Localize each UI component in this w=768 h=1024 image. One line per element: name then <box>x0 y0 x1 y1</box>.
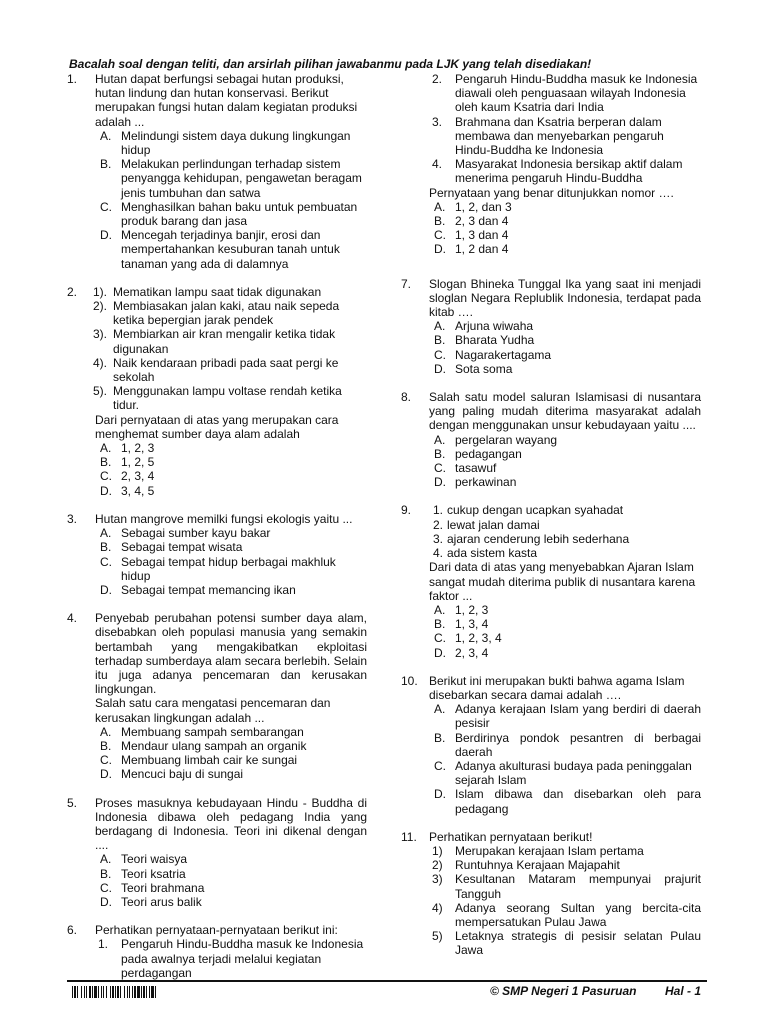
statement-item: 1). Mematikan lampu saat tidak digunakan <box>93 284 322 299</box>
option-a: A. Sebagai sumber kayu bakar <box>100 526 271 541</box>
instruction: Bacalah soal dengan teliti, dan arsirlah pilihan jawabanmu pada LJK yang telah disediakan! <box>69 57 592 71</box>
question-stem: Proses masuknya kebudayaan Hindu - Buddha di Indonesia dibawa oleh pedagang India yang berdagang di Indonesia. Teori ini dikenal dengan .... <box>95 795 367 853</box>
option-b: B. 1, 3, 4 <box>434 617 489 632</box>
option-a: A. 1, 2, 3 <box>100 441 155 456</box>
page-number: Hal - 1 <box>665 984 702 998</box>
option-b: B. 1, 2, 5 <box>100 455 155 470</box>
question-stem: Perhatikan pernyataan berikut! <box>429 829 593 844</box>
option-b: B. Berdirinya pondok pesantren di berbagai daerah <box>434 730 701 759</box>
question-stem: Dari data di atas yang menyebabkan Ajaran Islam sangat mudah diterima publik di nusantara karena faktor ... <box>429 560 696 603</box>
statement-item: 3. Brahmana dan Ksatria berperan dalam membawa dan menyebarkan pengaruh Hindu-Buddha ke Indonesia <box>432 114 664 158</box>
option-a: A. Melindungi sistem daya dukung lingkungan hidup <box>100 128 351 158</box>
barcode-icon <box>72 986 236 998</box>
option-d: D. 2, 3, 4 <box>434 645 489 660</box>
question-stem: Hutan dapat berfungsi sebagai hutan produksi, hutan lindung dan hutan konservasi. Berikut merupakan fungsi hutan dalam kegiatan produksi adalah ... <box>95 72 358 129</box>
statement-item: 2) Runtuhnya Kerajaan Majapahit <box>432 858 620 873</box>
statement-item: 1) Merupakan kerajaan Islam pertama <box>432 843 644 858</box>
question-stem: Dari pernyataan di atas yang merupakan cara menghemat sumber daya alam adalah <box>95 412 339 441</box>
option-d: D. perkawinan <box>434 475 517 490</box>
question-number: 8. <box>401 390 412 405</box>
question-number: 2. <box>67 284 78 299</box>
option-d: D. Sebagai tempat memancing ikan <box>100 582 296 597</box>
option-b: B. 2, 3 dan 4 <box>434 214 509 229</box>
right-column <box>401 72 701 958</box>
question-stem: Perhatikan pernyataan-pernyataan berikut ini: <box>95 923 338 938</box>
question-number: 4. <box>67 611 78 626</box>
question-stem-2: Salah satu cara mengatasi pencemaran dan kerusakan lingkungan adalah ... <box>95 696 331 725</box>
question-8 <box>401 390 701 489</box>
footer-rule <box>67 980 707 982</box>
option-c: C. tasawuf <box>434 461 497 476</box>
question-7 <box>401 277 701 376</box>
statement-item: 3). Membiarkan air kran mengalir ketika tidak digunakan <box>93 327 336 356</box>
statement-item: 2. lewat jalan damai <box>433 517 540 532</box>
question-number: 9. <box>401 503 412 518</box>
option-a: A. Adanya kerajaan Islam yang berdiri di daerah pesisir <box>434 702 701 731</box>
statement-item: 1. Pengaruh Hindu-Buddha masuk ke Indonesia pada awalnya terjadi melalui kegiatan perdagangan <box>98 937 364 980</box>
question-stem: Berikut ini merupakan bukti bahwa agama Islam disebarkan secara damai adalah …. <box>429 673 685 702</box>
question-2 <box>67 285 367 498</box>
option-a: A. Teori waisya <box>100 852 188 867</box>
option-b: B. Sebagai tempat wisata <box>100 540 243 555</box>
question-number: 7. <box>401 276 412 291</box>
statement-item: 1. cukup dengan ucapkan syahadat <box>433 503 624 518</box>
option-a: A. pergelaran wayang <box>434 432 558 447</box>
option-c: C. Membuang limbah cair ke sungai <box>100 753 298 768</box>
option-a: A. Membuang sampah sembarangan <box>100 724 304 739</box>
question-stem-2: Pernyataan yang benar ditunjukkan nomor …. <box>429 185 674 200</box>
option-d: D. Mencuci baju di sungai <box>100 767 244 782</box>
option-c: C. 2, 3, 4 <box>100 469 155 484</box>
option-c: C. Nagarakertagama <box>434 347 552 362</box>
option-c: C. Adanya akulturasi budaya pada peninggalan sejarah Islam <box>434 758 692 788</box>
question-stem: Slogan Bhineka Tunggal Ika yang saat ini menjadi sloglan Negara Replublik Indonesia, terdapat pada kitab …. <box>429 276 701 320</box>
question-5 <box>67 796 367 910</box>
statement-item: 4. ada sistem kasta <box>433 546 538 561</box>
question-number: 11. <box>401 829 417 844</box>
statement-list <box>95 285 367 413</box>
statement-item: 4) Adanya seorang Sultan yang bercita-cita mempersatukan Pulau Jawa <box>432 900 701 929</box>
statement-item: 4. Masyarakat Indonesia bersikap aktif dalam menerima pengaruh Hindu-Buddha <box>432 157 683 186</box>
statement-item: 2. Pengaruh Hindu-Buddha masuk ke Indonesia diawali oleh penguasaan wilayah Indonesia oleh kaum Ksatria dari India <box>432 72 698 115</box>
option-a: A. 1, 2, dan 3 <box>434 199 512 214</box>
question-3 <box>67 512 367 597</box>
option-a: A. Arjuna wiwaha <box>434 319 534 334</box>
option-d: D. 3, 4, 5 <box>100 483 155 498</box>
statement-item: 3) Kesultanan Mataram mempunyai prajurit Tangguh <box>432 872 701 901</box>
option-c: C. 1, 2, 3, 4 <box>434 631 502 646</box>
option-c: C. 1, 3 dan 4 <box>434 228 509 243</box>
statement-item: 5). Menggunakan lampu voltase rendah ketika tidur. <box>93 384 342 413</box>
option-d: D. Sota soma <box>434 361 513 376</box>
question-stem: Penyebab perubahan potensi sumber daya alam, disebabkan oleh populasi manusia yang semakin bertambah yang mengakibatkan ekploitasi terhadap sumberdaya alam secara berlebih. Selain itu juga adanya pencemaran dan kerusakan lingkungan. <box>95 611 367 697</box>
option-b: B. Melakukan perlindungan terhadap sistem penyangga kehidupan, pengawetan beragam jenis tumbuhan dan satwa <box>100 157 362 200</box>
question-number: 1. <box>67 72 78 86</box>
option-a: A. 1, 2, 3 <box>434 602 489 617</box>
question-number: 10. <box>401 673 418 688</box>
option-b: B. Bharata Yudha <box>434 333 535 348</box>
option-d: D. 1, 2 dan 4 <box>434 242 509 257</box>
question-stem: Salah satu model saluran Islamisasi di nusantara yang paling mudah diterima masyarakat adalah dengan menggunakan unsur kebudayaan yaitu .... <box>429 390 701 433</box>
question-10 <box>401 674 701 816</box>
question-number: 5. <box>67 795 78 810</box>
statement-item: 3. ajaran cenderung lebih sederhana <box>433 531 630 546</box>
option-d: D. Mencegah terjadinya banjir, erosi dan mempertahankan kesuburan tanah untuk tanaman yang ada di dalamnya <box>100 228 340 271</box>
option-d: D. Teori arus balik <box>100 894 202 909</box>
option-d: D. Islam dibawa dan disebarkan oleh para pedagang <box>434 787 701 816</box>
statement-item: 4). Naik kendaraan pribadi pada saat pergi ke sekolah <box>93 355 339 385</box>
left-column <box>67 72 367 980</box>
option-c: C. Teori brahmana <box>100 880 205 895</box>
statement-item: 5) Letaknya strategis di pesisir selatan Pulau Jawa <box>432 929 701 958</box>
option-b: B. pedagangan <box>434 446 522 461</box>
option-c: C. Sebagai tempat hidup berbagai makhluk hidup <box>100 554 336 583</box>
question-number: 6. <box>67 923 78 938</box>
footer-copyright: © SMP Negeri 1 Pasuruan <box>490 984 637 998</box>
question-6-continued <box>401 72 701 257</box>
statement-item: 2). Membiasakan jalan kaki, atau naik sepeda ketika bepergian jarak pendek <box>93 299 340 328</box>
option-b: B. Teori ksatria <box>100 866 186 881</box>
question-6 <box>67 923 367 980</box>
question-4 <box>67 611 367 781</box>
question-11 <box>401 830 701 958</box>
question-number: 3. <box>67 511 78 526</box>
question-9 <box>401 503 701 659</box>
question-stem: Hutan mangrove memilki fungsi ekologis yaitu ... <box>95 511 353 526</box>
option-c: C. Menghasilkan bahan baku untuk pembuatan produk barang dan jasa <box>100 199 358 229</box>
option-b: B. Mendaur ulang sampah an organik <box>100 738 307 753</box>
question-1 <box>67 72 367 271</box>
